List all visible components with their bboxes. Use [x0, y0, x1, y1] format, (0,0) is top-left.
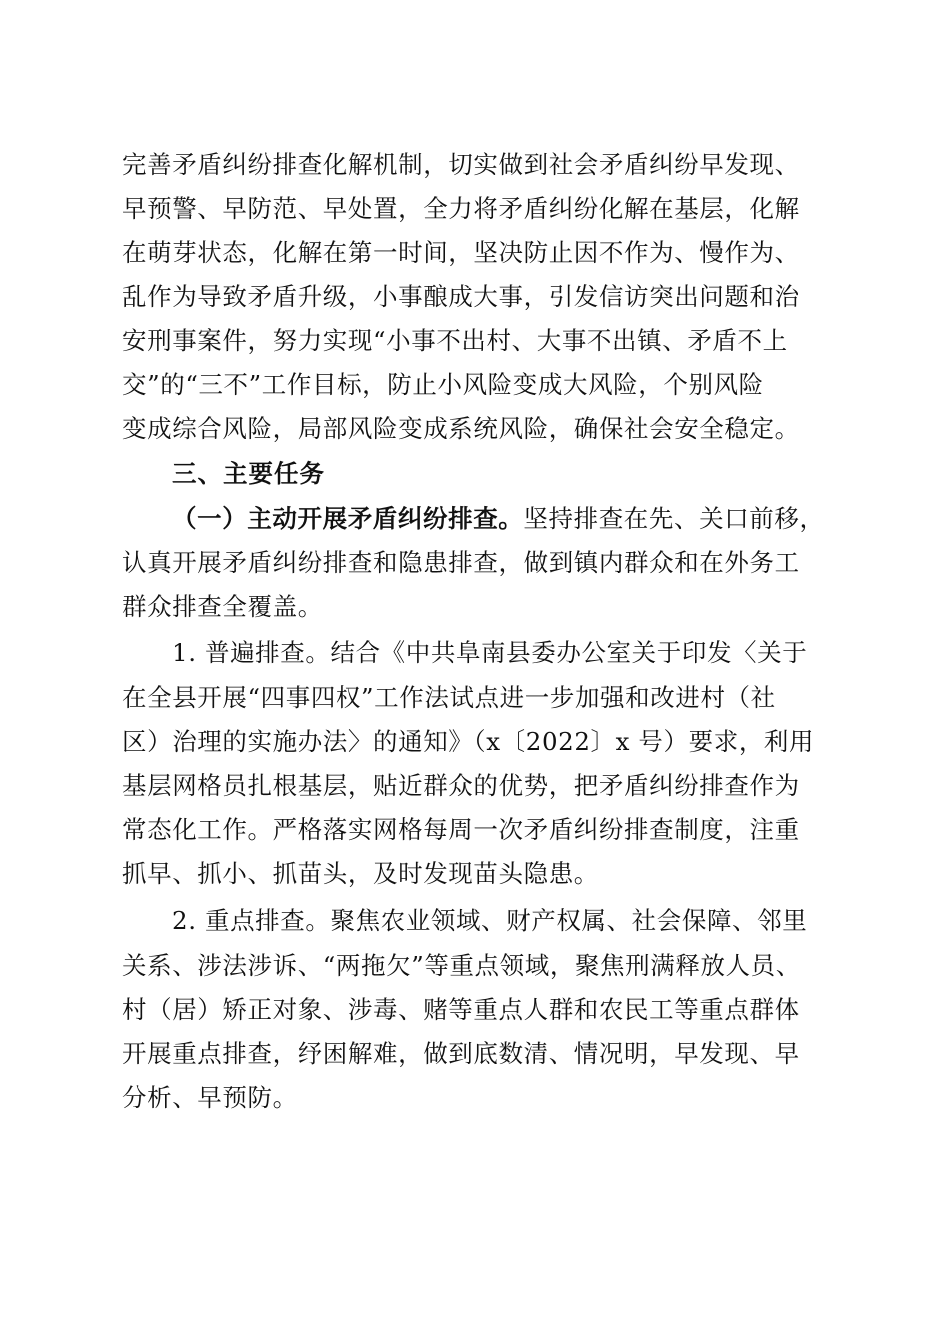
- paragraph-line: 早预警、早防范、早处置，全力将矛盾纠纷化解在基层，化解: [122, 194, 800, 223]
- subsection-rest: 坚持排查在先、关口前移，: [523, 504, 825, 533]
- paragraph-line: 安刑事案件，努力实现“小事不出村、大事不出镇、矛盾不上: [122, 326, 788, 355]
- paragraph-line: 在萌芽状态，化解在第一时间，坚决防止因不作为、慢作为、: [122, 238, 800, 267]
- paragraph-line: 变成综合风险，局部风险变成系统风险，确保社会安全稳定。: [122, 414, 800, 443]
- subsection-first-line: [172, 504, 828, 534]
- subsection-lead: （一）主动开展矛盾纠纷排查。: [172, 504, 524, 533]
- paragraph-line: 抓早、抓小、抓苗头，及时发现苗头隐患。: [122, 859, 599, 888]
- paragraph-line: 群众排查全覆盖。: [122, 592, 323, 621]
- paragraph-line: 分析、早预防。: [122, 1083, 298, 1112]
- paragraph-line: 完善矛盾纠纷排查化解机制，切实做到社会矛盾纠纷早发现、: [122, 150, 800, 179]
- paragraph-line: 认真开展矛盾纠纷排查和隐患排查，做到镇内群众和在外务工: [122, 548, 800, 577]
- paragraph-line: 乱作为导致矛盾升级，小事酿成大事，引发信访突出问题和治: [122, 282, 800, 311]
- paragraph-line: 基层网格员扎根基层，贴近群众的优势，把矛盾纠纷排查作为: [122, 771, 800, 800]
- paragraph-line: 关系、涉法涉诉、“两拖欠”等重点领域，聚焦刑满释放人员、: [122, 951, 801, 980]
- paragraph-line: 交”的“三不”工作目标，防止小风险变成大风险，个别风险: [122, 370, 764, 399]
- paragraph-line: 开展重点排查，纾困解难，做到底数清、情况明，早发现、早: [122, 1039, 800, 1068]
- paragraph-line: 区）治理的实施办法〉的通知》（x〔2022〕x 号）要求，利用: [122, 727, 815, 756]
- item1-first-line: 1. 普遍排查。结合《中共阜南县委办公室关于印发〈关于: [172, 638, 808, 667]
- paragraph-line: 常态化工作。严格落实网格每周一次矛盾纠纷排查制度，注重: [122, 815, 800, 844]
- item2-first-line: 2. 重点排查。聚焦农业领域、财产权属、社会保障、邻里: [172, 906, 808, 935]
- paragraph-line: 在全县开展“四事四权”工作法试点进一步加强和改进村（社: [122, 683, 776, 712]
- section-heading: 三、主要任务: [172, 459, 325, 488]
- paragraph-line: 村（居）矫正对象、涉毒、赌等重点人群和农民工等重点群体: [122, 995, 800, 1024]
